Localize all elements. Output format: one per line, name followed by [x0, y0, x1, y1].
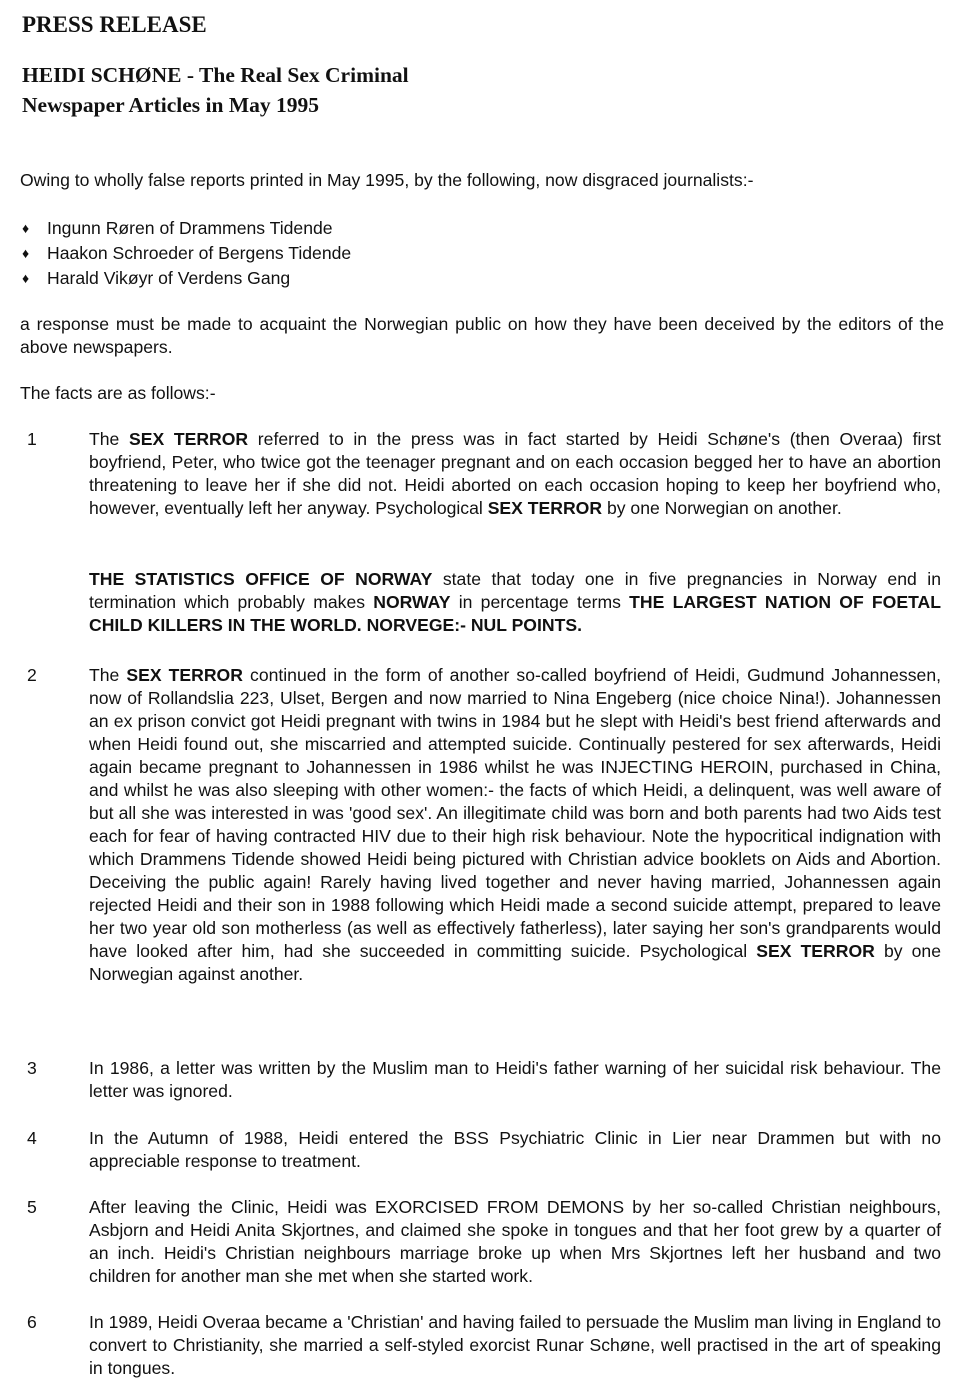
text-run: in percentage terms [450, 592, 630, 612]
list-item [22, 241, 351, 266]
title-line-1: HEIDI SCHØNE - The Real Sex Criminal [22, 63, 409, 87]
text-run: The [89, 429, 129, 449]
emphasized-text: SEX TERROR [487, 498, 603, 518]
text-run: The [89, 665, 127, 685]
item-number: 1 [27, 429, 37, 449]
item-paragraph [89, 1311, 941, 1380]
item-number: 2 [27, 665, 37, 685]
item-number: 5 [27, 1197, 37, 1217]
text-run: referred to in the press was in fact started by Heidi Schøne's (then Overaa) first boyfriend, Peter, who twice got the teenager pregnant and on each occasion begged her to have an abortion threatening to leave her if she did not. Heidi aborted on each occasion hoping to keep her boyfriend who, however, eventually left her anyway. Psychological [89, 429, 941, 518]
text-run: continued in the form of another so-called boyfriend of Heidi, Gudmund Johannessen, now of Rollandslia 223, Ulset, Bergen and now married to Nina Engeberg (nice choice Nina!). Johannessen an ex prison convict got Heidi pregnant with twins in 1984 but he slept with Heidi's best friend afterwards and when Heidi found out, she miscarried and attempted suicide. Continually pestered for sex afterwards, Heidi again became pregnant to Johannessen in 1986 whilst he was INJECTING HEROIN, purchased in China, and whilst he was also sleeping with other women:- the facts of which Heidi, a delinquent, was well aware of but all she was interested in was 'good sex'. An illegitimate child was born and both parents had two Aids test each for fear of having contracted HIV due to their high risk behaviour. Note the hypocritical indignation with which Drammens Tidende showed Heidi being pictured with Christian advice booklets on Aids and Abortion. Deceiving the public again! Rarely having lived together and never having married, Johannessen again rejected Heidi and their son in 1988 following which Heidi made a second suicide attempt, prepared to leave her two year old son motherless (as well as effectively fatherless), later saying her son's grandparents would have looked after him, had she succeeded in committing suicide. Psychological [89, 665, 941, 961]
intro-paragraph: Owing to wholly false reports printed in May 1995, by the following, now disgraced journalists:- [20, 170, 754, 190]
text-run: by one Norwegian on another. [602, 498, 842, 518]
list-item [22, 216, 351, 241]
text-run: by one Norwegian against another. [89, 941, 941, 984]
text-run: In the Autumn of 1988, Heidi entered the BSS Psychiatric Clinic in Lier near Drammen but with no appreciable response to treatment. [89, 1128, 941, 1171]
diamond-bullet-icon: ♦ [22, 270, 30, 286]
item-paragraph [89, 1127, 941, 1173]
text-run: In 1986, a letter was written by the Muslim man to Heidi's father warning of her suicidal risk behaviour. The letter was ignored. [89, 1058, 941, 1101]
text-run: state that today one in five pregnancies in Norway end in termination which probably makes [89, 569, 941, 612]
title-line-2: Newspaper Articles in May 1995 [22, 93, 319, 117]
item-paragraph [89, 568, 941, 637]
emphasized-text: SEX TERROR [128, 429, 249, 449]
journalist-name: Harald Vikøyr of Verdens Gang [47, 268, 291, 288]
facts-intro: The facts are as follows:- [20, 383, 216, 403]
text-run: After leaving the Clinic, Heidi was EXORCISED FROM DEMONS by her so-called Christian neighbours, Asbjorn and Heidi Anita Skjortnes, and claimed she spoke in tongues and that her foot grew by a quarter of an inch. Heidi's Christian neighbours marriage broke up when Mrs Skjortnes left her husband and two children for another man she met when she started work. [89, 1197, 941, 1286]
journalist-list [22, 216, 351, 291]
journalist-name: Ingunn Røren of Drammens Tidende [47, 218, 333, 238]
item-paragraph [89, 1057, 941, 1103]
emphasized-text: NORWAY [373, 592, 451, 612]
list-item [22, 266, 351, 291]
item-paragraph [89, 428, 941, 520]
item-paragraph [89, 664, 941, 986]
text-run: In 1989, Heidi Overaa became a 'Christian' and having failed to persuade the Muslim man living in England to convert to Christianity, she married a self-styled exorcist Runar Schøne, well practised in the art of speaking in tongues. [89, 1312, 941, 1378]
emphasized-text: SEX TERROR [756, 941, 875, 961]
item-paragraph [89, 1196, 941, 1288]
diamond-bullet-icon: ♦ [22, 220, 30, 236]
response-paragraph: a response must be made to acquaint the Norwegian public on how they have been deceived by the editors of the above newspapers. [20, 314, 944, 357]
item-number: 4 [27, 1128, 37, 1148]
emphasized-text: THE LARGEST NATION OF FOETAL CHILD KILLERS IN THE WORLD. NORVEGE:- NUL POINTS. [89, 592, 941, 635]
diamond-bullet-icon: ♦ [22, 245, 30, 261]
item-number: 6 [27, 1312, 37, 1332]
emphasized-text: THE STATISTICS OFFICE OF NORWAY [89, 569, 433, 589]
emphasized-text: SEX TERROR [126, 665, 243, 685]
document-label: PRESS RELEASE [22, 12, 207, 37]
item-number: 3 [27, 1058, 37, 1078]
journalist-name: Haakon Schroeder of Bergens Tidende [47, 243, 352, 263]
document-title [22, 60, 409, 120]
